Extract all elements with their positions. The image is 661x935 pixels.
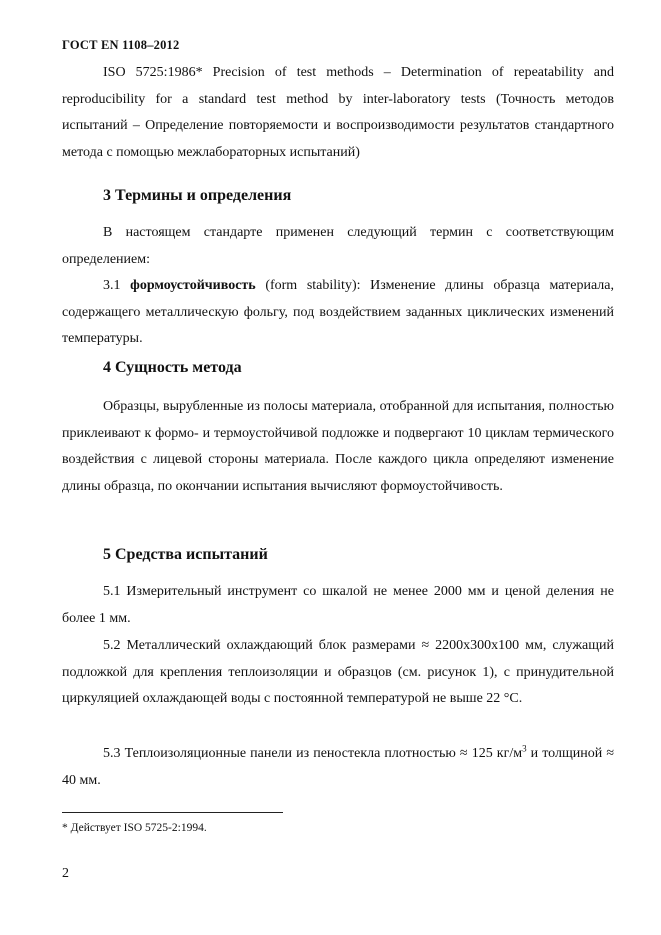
term-number: 3.1: [103, 278, 131, 293]
paragraph-5-3: [62, 741, 614, 794]
section-5-heading: 5 Средства испытаний: [103, 546, 268, 563]
term-definition-text: (form stability): Изменение длины образца материала, содержащего металлическую фольгу, под воздействием заданных циклических изменений температуры.: [62, 278, 614, 346]
superscript-cubed: 3: [522, 743, 527, 754]
section-3-heading: 3 Термины и определения: [103, 187, 292, 204]
section-4-paragraph: Образцы, вырубленные из полосы материала, отобранной для испытания, полностью приклеивают к формо- и термоустойчивой подложке и подвергают 10 циклам термического воздействия с лицевой стороны материала. После каждого цикла определяют изменение длины образца, по окончании испытания вычисляют формоустойчивость.: [62, 399, 614, 494]
iso-reference-paragraph: ISO 5725:1986* Precision of test methods – Determination of repeatability and reproducibility for a standard test method by inter-laboratory tests (Точность методов испытаний – Определение повторяемости и воспроизводимости результатов стандартного метода с помощью межлабораторных испытаний): [62, 65, 614, 160]
paragraph-5-2: 5.2 Металлический охлаждающий блок размерами ≈ 2200х300х100 мм, служащий подложкой для крепления теплоизоляции и образцов (см. рисунок 1), с принудительной циркуляцией охлаждающей воды с постоянной температурой не выше 22 °С.: [62, 638, 614, 706]
term-name: формоустойчивость: [130, 278, 256, 293]
standard-header: ГОСТ EN 1108–2012: [62, 38, 180, 52]
section-4-heading: 4 Сущность метода: [103, 359, 242, 376]
paragraph-5-1: 5.1 Измерительный инструмент со шкалой не менее 2000 мм и ценой деления не более 1 мм.: [62, 584, 614, 626]
section-3-intro: В настоящем стандарте применен следующий термин с соответствующим определением:: [62, 225, 614, 267]
page-number: 2: [62, 866, 69, 881]
footnote: * Действует ISO 5725-2:1994.: [62, 822, 207, 834]
term-definition-3-1: [62, 273, 614, 353]
footnote-separator: [62, 812, 283, 813]
paragraph-5-3-text: 5.3 Теплоизоляционные панели из пеностекла плотностью ≈ 125 кг/м: [103, 746, 523, 761]
paragraph-5-3-tail: и толщиной ≈ 40 мм.: [62, 746, 614, 788]
